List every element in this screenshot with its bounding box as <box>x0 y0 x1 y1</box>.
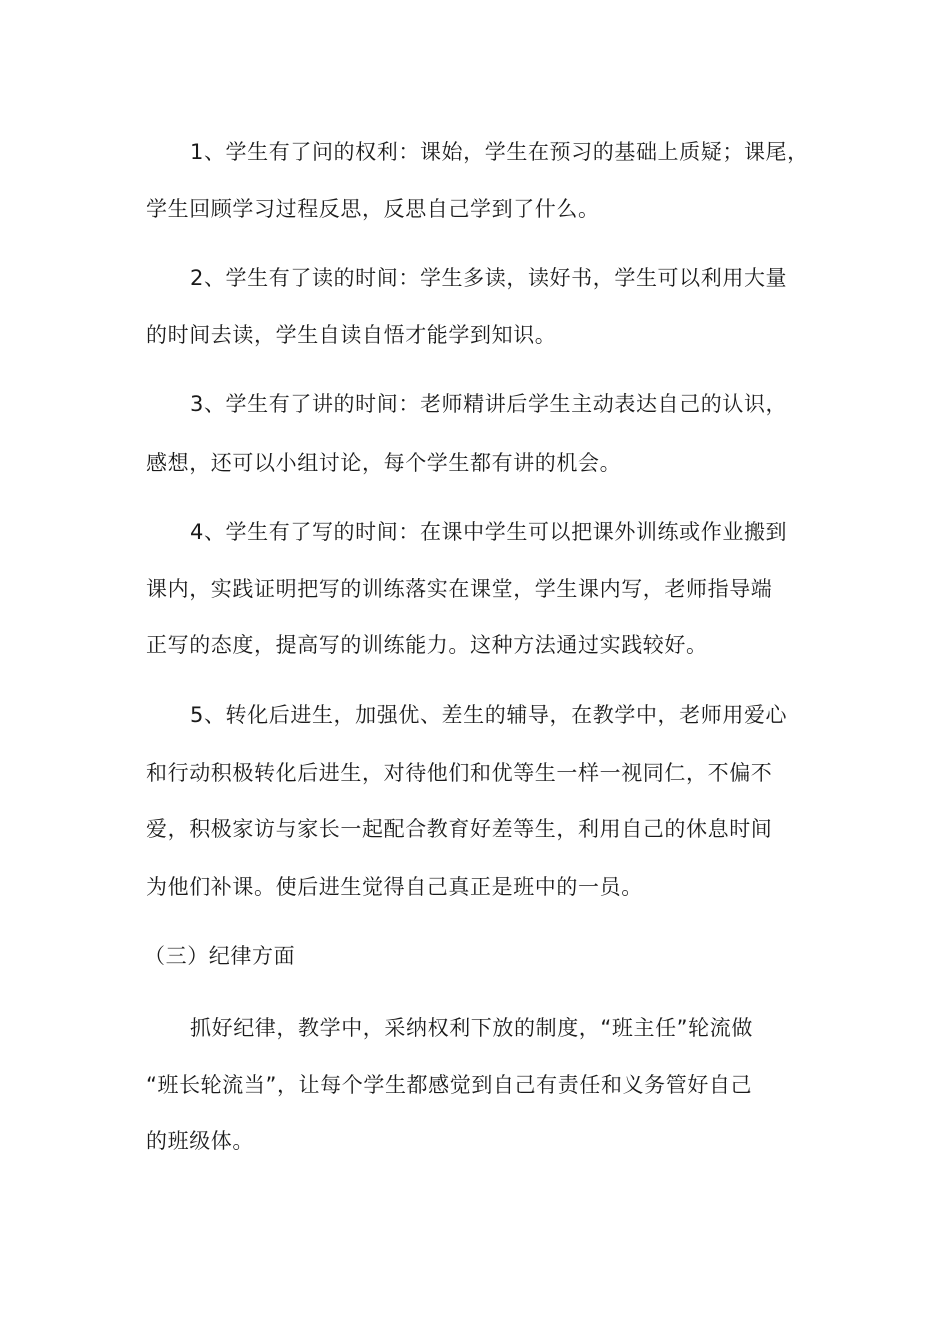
final-paragraph-line-1: 抓好纪律，教学中，采纳权利下放的制度，“班主任”轮流做 <box>190 1016 753 1040</box>
paragraph-5-line-2: 和行动积极转化后进生，对待他们和优等生一样一视同仁，不偏不 <box>146 761 773 785</box>
paragraph-1-line-2: 学生回顾学习过程反思，反思自己学到了什么。 <box>146 197 600 221</box>
paragraph-5-line-1: 5、转化后进生，加强优、差生的辅导，在教学中，老师用爱心 <box>190 703 788 727</box>
final-paragraph-line-2: “班长轮流当”，让每个学生都感觉到自己有责任和义务管好自己 <box>146 1073 753 1097</box>
paragraph-5-line-4: 为他们补课。使后进生觉得自己真正是班中的一员。 <box>146 875 643 899</box>
paragraph-5-line-3: 爱，积极家访与家长一起配合教育好差等生，利用自己的休息时间 <box>146 817 773 841</box>
paragraph-4-line-1: 4、学生有了写的时间：在课中学生可以把课外训练或作业搬到 <box>190 520 788 544</box>
paragraph-3-line-1: 3、学生有了讲的时间：老师精讲后学生主动表达自己的认识， <box>190 392 788 416</box>
paragraph-4-line-3: 正写的态度，提高写的训练能力。这种方法通过实践较好。 <box>146 633 708 657</box>
paragraph-1-line-1: 1、学生有了问的权利：课始，学生在预习的基础上质疑；课尾， <box>190 140 809 164</box>
paragraph-4-line-2: 课内，实践证明把写的训练落实在课堂，学生课内写，老师指导端 <box>146 577 773 601</box>
section-heading: （三）纪律方面 <box>144 944 296 968</box>
paragraph-2-line-1: 2、学生有了读的时间：学生多读，读好书，学生可以利用大量 <box>190 266 788 290</box>
paragraph-3-line-2: 感想，还可以小组讨论，每个学生都有讲的机会。 <box>146 451 622 475</box>
final-paragraph-line-3: 的班级体。 <box>146 1129 254 1153</box>
paragraph-2-line-2: 的时间去读，学生自读自悟才能学到知识。 <box>146 323 557 347</box>
